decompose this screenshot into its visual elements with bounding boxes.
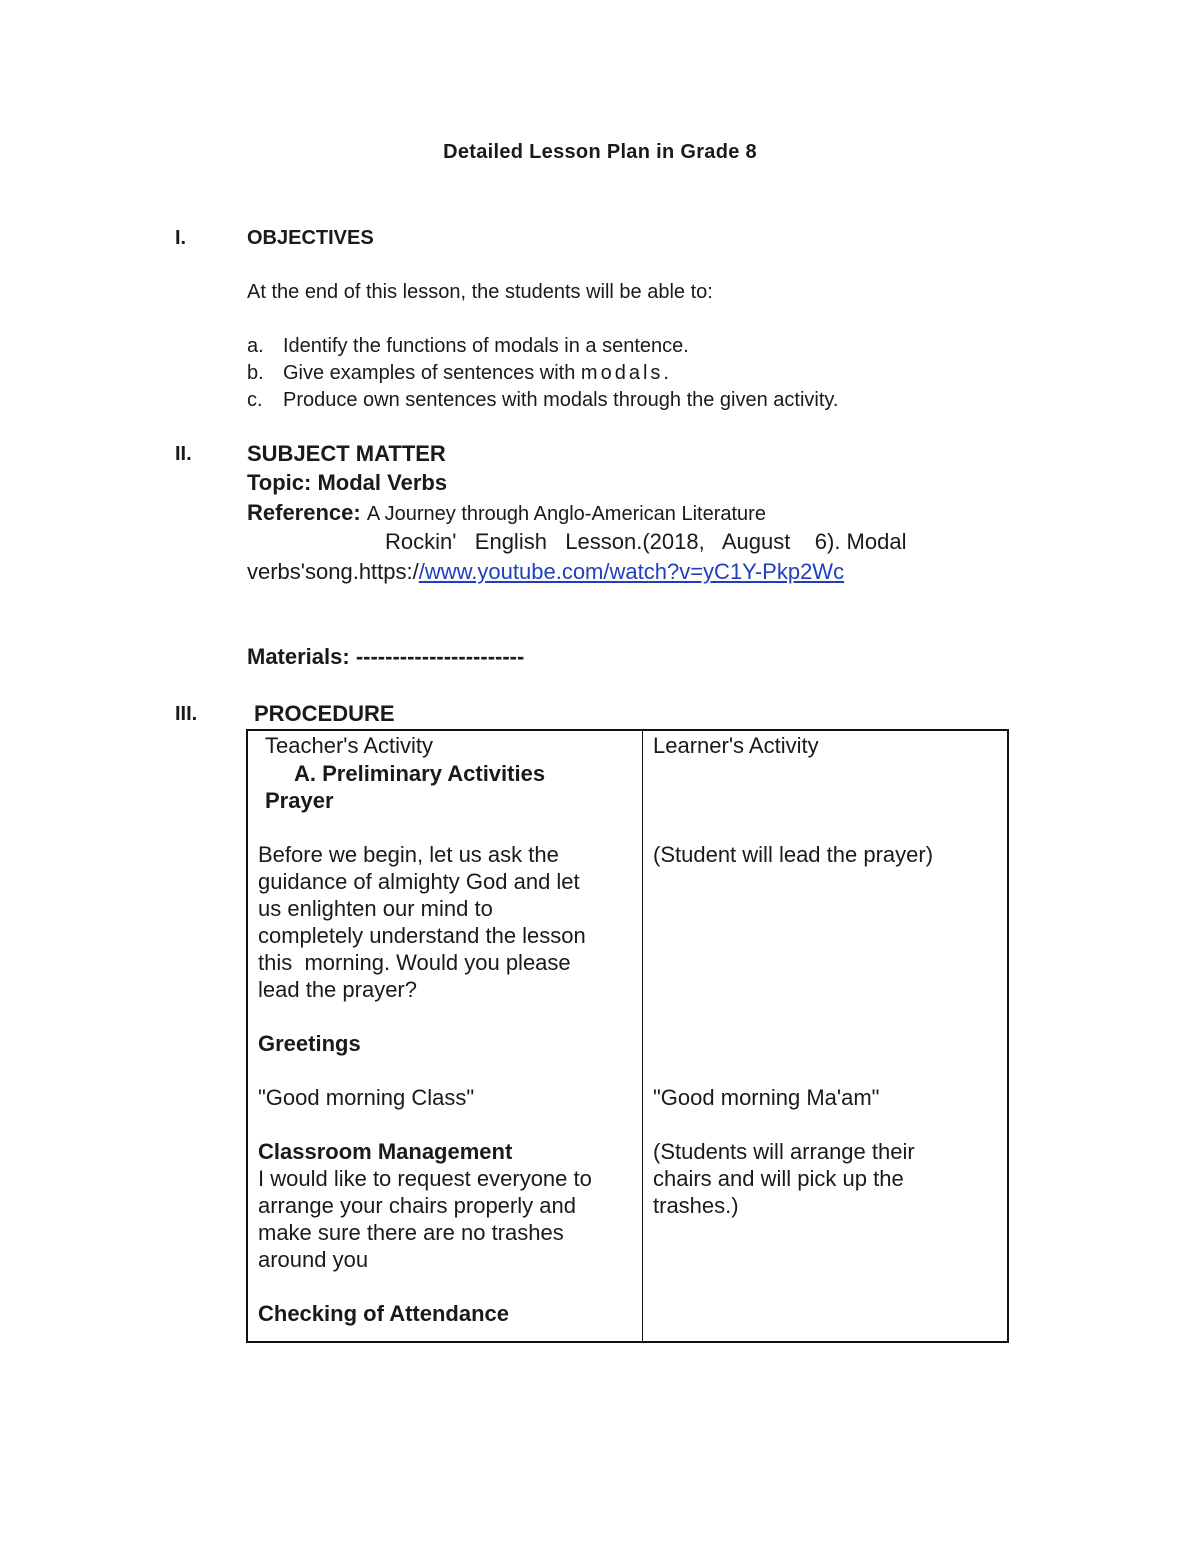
classroom-management-heading: Classroom Management xyxy=(258,1139,513,1164)
objective-letter: b. xyxy=(247,362,264,384)
objective-letter: a. xyxy=(247,335,264,357)
materials-label: Materials: ----------------------- xyxy=(247,644,525,669)
reference-prefix: verbs'song.https:/ xyxy=(247,559,419,584)
topic-label: Topic: Modal Verbs xyxy=(247,470,448,495)
subject-heading: SUBJECT MATTER xyxy=(247,441,446,466)
prayer-line-4: completely understand the lesson xyxy=(258,923,586,948)
reference-link[interactable]: /www.youtube.com/watch?v=yC1Y-Pkp2Wc xyxy=(418,559,845,584)
prayer-line-3: us enlighten our mind to xyxy=(258,896,493,921)
objective-item-c xyxy=(247,389,839,412)
reference-line-2: Rockin' English Lesson.(2018, August 6). Modal xyxy=(385,529,907,554)
objective-item-b xyxy=(247,362,669,385)
procedure-numeral: III. xyxy=(175,703,198,725)
objective-item-a xyxy=(247,335,689,358)
preliminary-activities-heading: A. Preliminary Activities xyxy=(294,761,546,786)
classroom-response-line-1: (Students will arrange their xyxy=(653,1139,915,1164)
objective-text-spaced: modals xyxy=(580,362,664,384)
greeting-learner: "Good morning Ma'am" xyxy=(653,1085,880,1110)
subject-numeral: II. xyxy=(175,443,192,465)
procedure-heading: PROCEDURE xyxy=(254,701,395,726)
classroom-line-2: arrange your chairs properly and xyxy=(258,1193,576,1218)
prayer-line-6: lead the prayer? xyxy=(258,977,417,1002)
classroom-response-line-2: chairs and will pick up the xyxy=(653,1166,904,1191)
document-title: Detailed Lesson Plan in Grade 8 xyxy=(443,141,757,163)
objectives-intro: At the end of this lesson, the students will be able to: xyxy=(247,281,713,303)
learner-activity-header: Learner's Activity xyxy=(653,733,819,758)
prayer-response: (Student will lead the prayer) xyxy=(653,842,934,867)
prayer-line-1: Before we begin, let us ask the xyxy=(258,842,559,867)
classroom-line-1: I would like to request everyone to xyxy=(258,1166,592,1191)
prayer-line-5: this morning. Would you please xyxy=(258,950,571,975)
reference-text: A Journey through Anglo-American Literature xyxy=(366,503,766,525)
table-column-divider xyxy=(642,731,643,1341)
greetings-heading: Greetings xyxy=(258,1031,361,1056)
objective-text: Give examples of sentences with xyxy=(283,362,581,384)
reference-line xyxy=(247,500,766,526)
reference-line-3 xyxy=(247,559,844,585)
objective-text-end: . xyxy=(663,362,669,384)
prayer-line-2: guidance of almighty God and let xyxy=(258,869,580,894)
classroom-line-4: around you xyxy=(258,1247,369,1272)
attendance-heading: Checking of Attendance xyxy=(258,1301,509,1326)
procedure-table xyxy=(246,729,1009,1343)
objectives-heading: OBJECTIVES xyxy=(247,227,374,249)
objectives-numeral: I. xyxy=(175,227,187,249)
teacher-activity-header: Teacher's Activity xyxy=(265,733,434,758)
classroom-line-3: make sure there are no trashes xyxy=(258,1220,564,1245)
objective-text: Produce own sentences with modals through the given activity. xyxy=(283,389,839,411)
prayer-heading: Prayer xyxy=(265,788,334,813)
greeting-teacher: "Good morning Class" xyxy=(258,1085,475,1110)
objective-text: Identify the functions of modals in a sentence. xyxy=(283,335,689,357)
objective-letter: c. xyxy=(247,389,263,411)
reference-label: Reference: xyxy=(247,500,361,525)
classroom-response-line-3: trashes.) xyxy=(653,1193,739,1218)
